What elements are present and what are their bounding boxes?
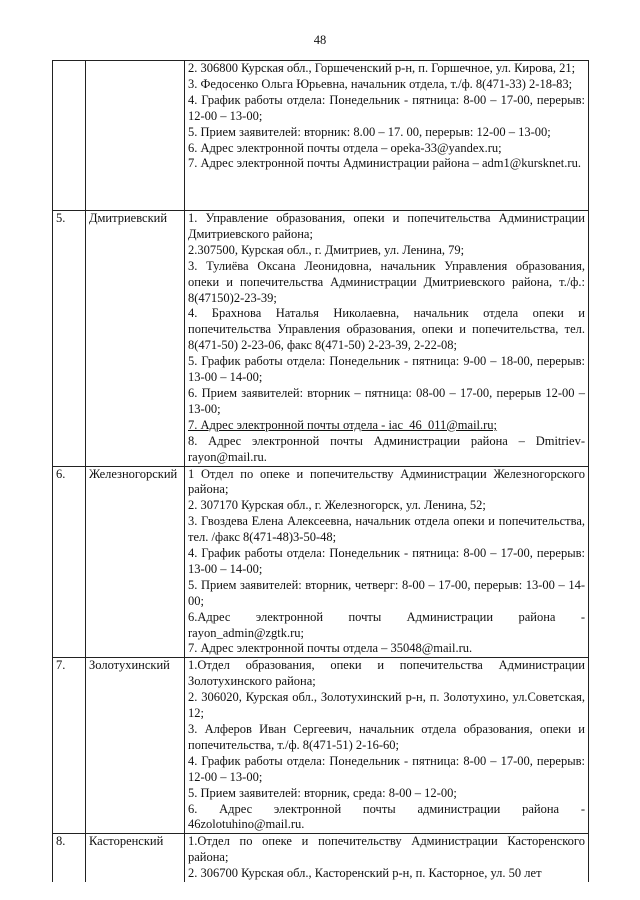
detail-line: 4. График работы отдела: Понедельник - пятница: 8-00 – 17-00, перерыв: 12-00 – 13-00; [188, 92, 585, 123]
district-name [86, 61, 185, 211]
detail-line: 2. 306020, Курская обл., Золотухинский р-н, п. Золотухино, ул.Советская, 12; [188, 690, 585, 721]
districts-table [52, 60, 589, 882]
detail-line: 1 Отдел по опеке и попечительству Администрации Железногорского района; [188, 466, 585, 497]
detail-line: 2. 306700 Курская обл., Касторенский р-н, п. Касторное, ул. 50 лет [188, 866, 542, 881]
table-row [53, 834, 589, 883]
detail-line: 3. Алферов Иван Сергеевич, начальник отдела образования, опеки и попечительства, т./ф. 8(471-51) 2-16-60; [188, 722, 585, 752]
page-number: 48 [313, 33, 327, 47]
details-cell [185, 61, 589, 211]
detail-line: 3. Гвоздева Елена Алексеевна, начальник отдела опеки и попечительства, тел. /факс 8(471-48)3-50-48; [188, 514, 585, 545]
row-number [53, 61, 86, 211]
detail-line: 2. 306800 Курская обл., Горшеченский р-н, п. Горшечное, ул. Кирова, 21; [188, 61, 576, 75]
row-number: 6. [53, 466, 86, 658]
district-name: Касторенский [86, 834, 185, 883]
detail-line: 2.307500, Курская обл., г. Дмитриев, ул. Ленина, 79; [188, 242, 465, 257]
table-row [53, 466, 589, 658]
detail-line: 6. Адрес электронной почты отдела – opeka-33@yandex.ru; [188, 140, 502, 155]
detail-line: 5. График работы отдела: Понедельник - пятница: 9-00 – 18-00, перерыв: 13-00 – 14-00; [188, 354, 585, 385]
detail-line: 6.Адрес электронной почты Администрации района - rayon_admin@zgtk.ru; [188, 609, 585, 640]
detail-line: 1. Управление образования, опеки и попечительства Администрации Дмитриевского района; [188, 211, 585, 241]
detail-line: 4. Брахнова Наталья Николаевна, начальник отдела опеки и попечительства Управления образования, опеки и попечительства, тел. 8(471-50) 2-23-06, факс 8(471-50) 2-23-39, 2-22-08; [188, 306, 585, 353]
row-number: 8. [53, 834, 86, 883]
detail-line: 4. График работы отдела: Понедельник - пятница: 8-00 – 17-00, перерыв: 12-00 – 13-00; [188, 753, 585, 784]
detail-line: 4. График работы отдела: Понедельник - пятница: 8-00 – 17-00, перерыв: 13-00 – 14-00; [188, 546, 585, 576]
row-number: 5. [53, 211, 86, 467]
district-name: Золотухинский [86, 658, 185, 834]
district-name: Железногорский [86, 466, 185, 658]
row-number: 7. [53, 658, 86, 834]
detail-line: 5. Прием заявителей: вторник, четверг: 8-00 – 17-00, перерыв: 13-00 – 14-00; [188, 577, 585, 608]
detail-line: 2. 307170 Курская обл., г. Железногорск, ул. Ленина, 52; [188, 498, 486, 513]
details-cell [185, 658, 589, 834]
district-name: Дмитриевский [86, 211, 185, 467]
detail-line: 3. Тулиёва Оксана Леонидовна, начальник Управления образования, опеки и попечительства Администрации Дмитриевского района, т./ф.: 8(47150)2-23-39; [188, 258, 585, 305]
detail-line: 5. Прием заявителей: вторник, среда: 8-00 – 12-00; [188, 785, 457, 800]
detail-line: 3. Федосенко Ольга Юрьевна, начальник отдела, т./ф. 8(471-33) 2-18-83; [188, 76, 573, 91]
email-line[interactable]: 7. Адрес электронной почты отдела - iac_46_011@mail.ru; [188, 417, 498, 432]
table-row [53, 658, 589, 834]
table-row [53, 61, 589, 211]
detail-line: 6. Адрес электронной почты администрации района - 46zolotuhino@mail.ru. [188, 801, 585, 832]
details-cell [185, 211, 589, 467]
detail-line: 5. Прием заявителей: вторник: 8.00 – 17. 00, перерыв: 12-00 – 13-00; [188, 124, 551, 139]
detail-line: 7. Адрес электронной почты Администрации района – adm1@kursknet.ru. [188, 156, 581, 171]
details-cell [185, 466, 589, 658]
details-cell [185, 834, 589, 883]
detail-line: 7. Адрес электронной почты отдела – 35048@mail.ru. [188, 641, 473, 656]
detail-line: 1.Отдел образования, опеки и попечительства Администрации Золотухинского района; [188, 658, 585, 689]
detail-line: 8. Адрес электронной почты Администрации района – Dmitriev-rayon@mail.ru. [188, 433, 585, 464]
detail-line: 1.Отдел по опеке и попечительству Администрации Касторенского района; [188, 834, 585, 865]
detail-line: 6. Прием заявителей: вторник – пятница: 08-00 – 17-00, перерыв 12-00 – 13-00; [188, 385, 585, 416]
table-row [53, 211, 589, 467]
